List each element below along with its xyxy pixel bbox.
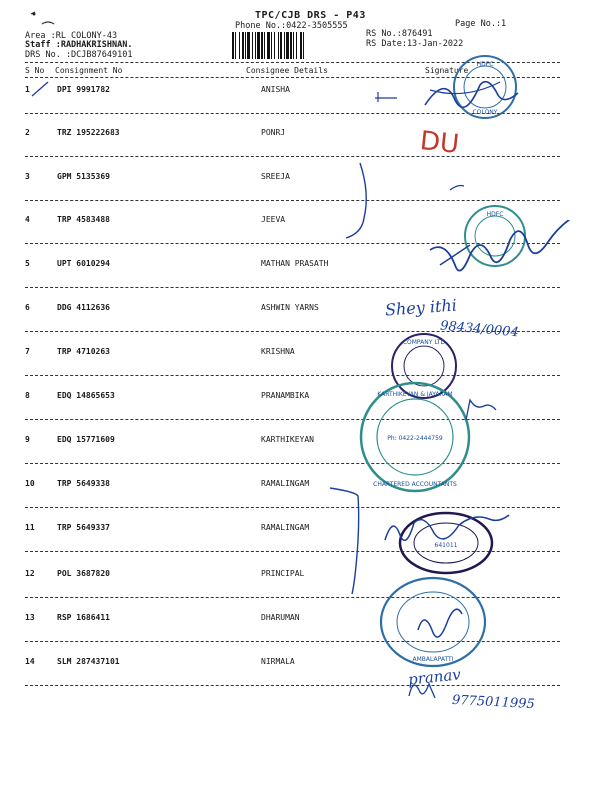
row-sno: 9 xyxy=(25,435,30,444)
rs-number: RS No.:876491 xyxy=(366,29,433,39)
consignee-name: PRINCIPAL xyxy=(261,569,305,578)
consignment-number: EDQ 14865653 xyxy=(57,391,115,400)
company-seal-text: COMPANY LTD xyxy=(402,339,446,346)
consignee-name: PONRJ xyxy=(261,128,286,137)
signature-row5 xyxy=(420,220,590,290)
row-sno: 1 xyxy=(25,85,30,94)
row-separator xyxy=(25,463,560,464)
row-sno: 11 xyxy=(25,523,35,532)
drs-number: DRS No. :DCJB87649101 xyxy=(25,50,133,60)
col-sno: S No xyxy=(25,66,45,75)
ca-stamp-name: KARTHIKEYAN & JAYARAM xyxy=(377,391,453,398)
signature-row14 xyxy=(405,672,445,702)
consignee-name: NIRMALA xyxy=(261,657,295,666)
phone-number: Phone No.:0422-3505555 xyxy=(235,21,348,31)
consignment-number: EDQ 15771609 xyxy=(57,435,115,444)
row-separator xyxy=(25,685,560,686)
hdfc-stamp-1-text: HDFC xyxy=(476,61,494,68)
consignee-name: MATHAN PRASATH xyxy=(261,259,329,268)
ca-stamp-sub: CHARTERED ACCOUNTANTS xyxy=(373,481,457,488)
hdfc-stamp-1-sub: COLONY xyxy=(472,109,498,116)
consignment-number: TRP 4583488 xyxy=(57,215,110,224)
consignment-number: TRP 5649338 xyxy=(57,479,110,488)
row-sno: 8 xyxy=(25,391,30,400)
consignee-name: KARTHIKEYAN xyxy=(261,435,314,444)
consignment-number: TRP 5649337 xyxy=(57,523,110,532)
du-note: DU xyxy=(418,126,461,160)
consignment-number: RSP 1686411 xyxy=(57,613,110,622)
staff-label: Staff :RADHAKRISHNAN. xyxy=(25,40,133,50)
consignee-name: SREEJA xyxy=(261,172,290,181)
consignee-name: ASHWIN YARNS xyxy=(261,303,319,312)
consignee-name: RAMALINGAM xyxy=(261,523,310,532)
ca-stamp-address: Ph: 0422-2444759 xyxy=(387,435,443,442)
ca-stamp xyxy=(358,380,473,495)
row-sno: 10 xyxy=(25,479,35,488)
consignee-name: PRANAMBIKA xyxy=(261,391,310,400)
consignment-number: TRZ 195222683 xyxy=(57,128,120,137)
signature-row13 xyxy=(410,600,470,650)
barcode-bar xyxy=(304,32,306,59)
col-consignee: Consignee Details xyxy=(246,66,328,75)
signature-row11 xyxy=(380,510,520,550)
scribble-mark xyxy=(28,8,58,30)
row-sno: 6 xyxy=(25,303,30,312)
row-sno: 12 xyxy=(25,569,35,578)
consignment-number: TRP 4710263 xyxy=(57,347,110,356)
row-sno: 7 xyxy=(25,347,30,356)
consignee-name: DHARUMAN xyxy=(261,613,300,622)
consignment-number: GPM 5135369 xyxy=(57,172,110,181)
row-sno: 2 xyxy=(25,128,30,137)
sheet-title: TPC/CJB DRS - P43 xyxy=(255,10,366,21)
row-sno: 13 xyxy=(25,613,35,622)
signature-row1 xyxy=(370,70,530,120)
consignee-name: KRISHNA xyxy=(261,347,295,356)
consignee-name: JEEVA xyxy=(261,215,286,224)
col-consignment: Consignment No xyxy=(55,66,123,75)
row14-number-note: 9775011995 xyxy=(451,692,536,713)
row-separator xyxy=(25,375,560,376)
principal-seal-text: 641011 xyxy=(434,542,458,549)
barcode xyxy=(232,32,360,59)
row-sno: 14 xyxy=(25,657,35,666)
dharuman-seal-text: AMBALAPATTI xyxy=(412,656,454,663)
consignee-name: RAMALINGAM xyxy=(261,479,310,488)
row-sno: 3 xyxy=(25,172,30,181)
tick-mark xyxy=(30,78,54,100)
row6-name-note: Shey ithi xyxy=(384,295,458,320)
rs-date: RS Date:13-Jan-2022 xyxy=(366,39,464,49)
bracket-mark-row11 xyxy=(320,480,370,600)
row-sno: 5 xyxy=(25,259,30,268)
area-label: Area :RL COLONY-43 xyxy=(25,31,118,41)
consignment-number: POL 3687820 xyxy=(57,569,110,578)
consignment-number: DPI 9991782 xyxy=(57,85,110,94)
row6-number-note: 98434/0004 xyxy=(439,318,520,341)
consignee-name: ANISHA xyxy=(261,85,290,94)
consignment-number: DDG 4112636 xyxy=(57,303,110,312)
hdfc-stamp-2-text: HDFC xyxy=(486,211,504,218)
row14-name-note: pranav xyxy=(407,665,462,689)
page-number: Page No.:1 xyxy=(455,19,507,29)
row-sno: 4 xyxy=(25,215,30,224)
signature-row8 xyxy=(460,395,500,425)
consignment-number: SLM 287437101 xyxy=(57,657,120,666)
consignment-number: UPT 6010294 xyxy=(57,259,110,268)
col-signature: Signature xyxy=(425,66,469,75)
